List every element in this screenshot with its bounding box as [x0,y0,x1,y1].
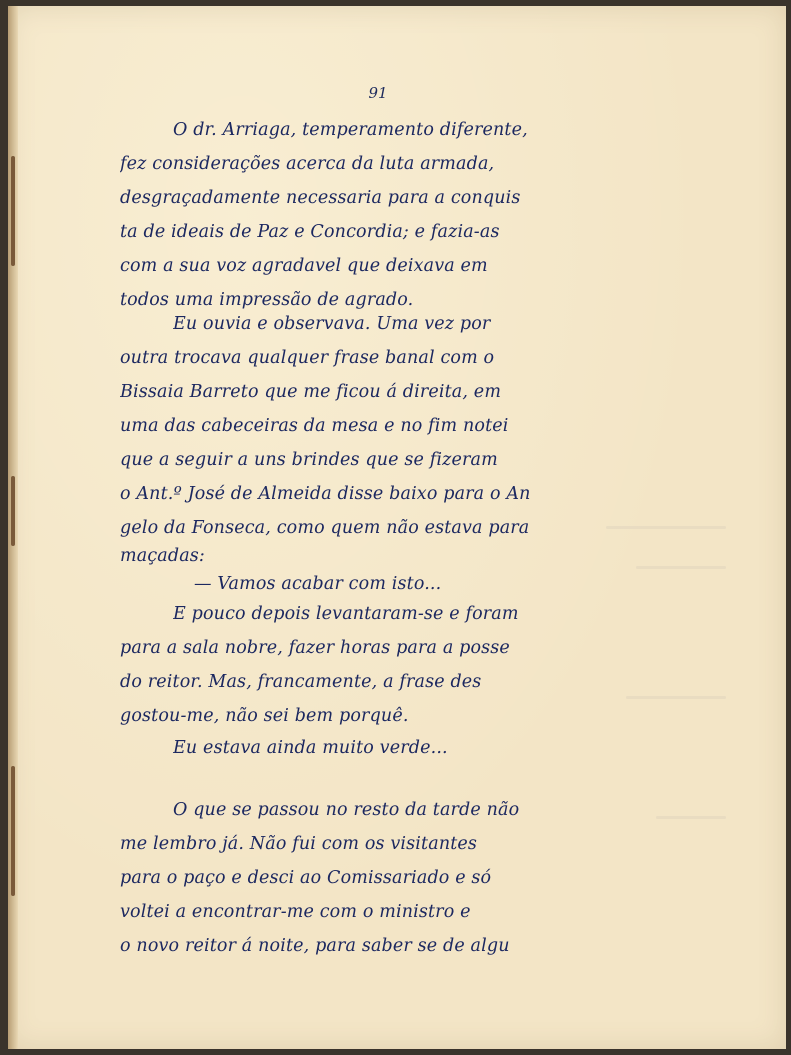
text-line: gelo da Fonseca, como quem não estava para [120,518,530,538]
text-line: todos uma impressão de agrado. [120,290,414,310]
text-line: que a seguir a uns brindes que se fizeram [120,450,498,470]
text-line: para o paço e desci ao Comissariado e só [120,868,492,888]
text-line: voltei a encontrar-me com o ministro e [120,902,471,922]
text-line: O dr. Arriaga, temperamento diferente, [173,120,528,140]
text-line: o novo reitor á noite, para saber se de algu [120,936,510,956]
text-line: outra trocava qualquer frase banal com o [120,348,495,368]
text-line: desgraçadamente necessaria para a conquis [120,188,521,208]
text-line: E pouco depois levantaram-se e foram [173,604,519,624]
text-line: — Vamos acabar com isto... [194,574,442,594]
text-line: do reitor. Mas, francamente, a frase des [120,672,482,692]
page-number: 91 [368,84,388,102]
text-line: uma das cabeceiras da mesa e no fim notei [120,416,509,436]
text-line: Eu ouvia e observava. Uma vez por [173,314,491,334]
text-line: Eu estava ainda muito verde... [173,738,448,758]
text-line: fez considerações acerca da luta armada, [120,154,495,174]
text-line: para a sala nobre, fazer horas para a posse [120,638,510,658]
manuscript-page [8,6,786,1049]
text-line: com a sua voz agradavel que deixava em [120,256,488,276]
text-line: maçadas: [120,546,205,566]
text-line: me lembro já. Não fui com os visitantes [120,834,478,854]
text-line: Bissaia Barreto que me ficou á direita, em [120,382,502,402]
text-line: ta de ideais de Paz e Concordia; e fazia-as [120,222,500,242]
text-line: o Ant.º José de Almeida disse baixo para o An [120,484,531,504]
text-line: gostou-me, não sei bem porquê. [120,706,409,726]
text-line: O que se passou no resto da tarde não [173,800,520,820]
handwritten-text [8,6,786,1049]
